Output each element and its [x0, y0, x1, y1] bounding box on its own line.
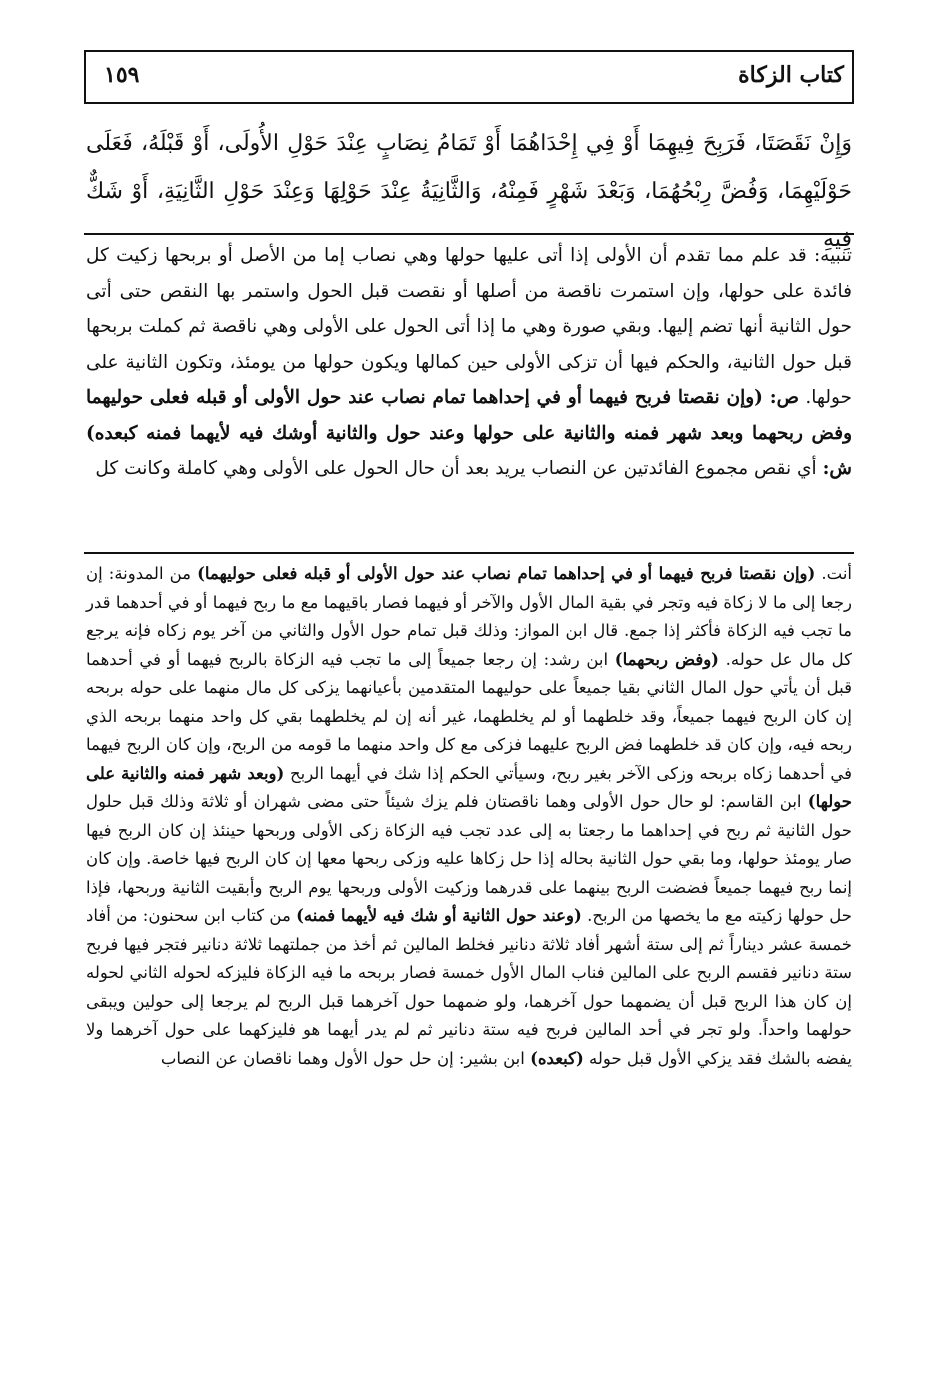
book-page — [84, 50, 854, 1350]
page-number: ١٥٩ — [104, 62, 140, 88]
quoted-matn-bold: (وإن نقصتا فربح فيهما أو في إحداهما تمام نصاب عند حول الأولى أو قبله فعلى حوليهما) — [197, 564, 816, 583]
commentary-text: تنبيه: قد علم مما تقدم أن الأولى إذا أتى عليها حولها وهي نصاب إما من الأصل أو بربحها زكيت كل فائدة على حولها، وإن استمرت ناقصة من أصلها أو نقصت قبل الحول واستمر بها النقص حتى أتى حول الثانية أنها تضم إليها. وبقي صورة وهي ما إذا أتى الحول على الأولى وهي ناقصة ثم كملت بربحها قبل حول الثانية، والحكم فيها أن تزكى الأولى حين كمالها ويكون حولها من يومئذ، وتكون الثانية على حولها. — [86, 245, 852, 408]
divider-top — [84, 233, 854, 235]
quoted-matn-bold: (وعند حول الثانية أو شك فيه لأيهما فمنه) — [296, 906, 582, 925]
main-text: وَإِنْ نَقَصَتَا، فَرَبِحَ فِيهِمَا أَوْ فِي إِحْدَاهُمَا أَوْ تَمَامُ نِصَابٍ عِنْدَ حَوْلِ الأُولَى، أَوْ قَبْلَهُ، فَعَلَى حَوْلَيْهِمَا، وَفُضَّ رِبْحُهُمَا، وَبَعْدَ شَهْرٍ فَمِنْهُ، وَالثَّانِيَةُ عِنْدَ حَوْلِهَا وَعِنْدَ حَوْلِ الثَّانِيَةِ، أَوْ شَكٌّ فِيهِ — [86, 131, 852, 252]
quoted-matn-bold: ص: (وإن نقصتا فربح فيهما أو في إحداهما تمام نصاب عند حول الأولى أو قبله فعلى حوليهما وفض ربحهما وبعد شهر فمنه والثانية على حولها وعند حول والثانية أوشك فيه لأيهما فمنه كبعده) ش: — [86, 387, 852, 479]
commentary-text: ابن رشد: إن رجعا جميعاً إلى ما تجب فيه الزكاة بالربح فيهما أو في أحدهما قبل أن يأتي حول المال الثاني بقيا جميعاً على حوليهما المتقدمين بأعيانهما يزكى كل مال منهما على حوله بربحه إن كان الربح فيهما جميعاً، وقد خلطهما أو لم يخلطهما، غير أنه إن لم يخلطهما بقي كل واحد منهما بربحه الذي ربحه فيه، وإن كان قد خلطهما فض الربح عليهما فزكى مع كل واحد منهما ما قومه من الربح، وإن كان الربح فيهما في أحدهما زكاه بربحه وزكى الآخر بغير ربح، وسيأتي الحكم إذا شك في أيهما الربح — [86, 649, 852, 783]
commentary-section-1 — [86, 238, 852, 487]
divider-bottom — [84, 552, 854, 554]
chapter-title: كتاب الزكاة — [738, 62, 844, 88]
quoted-matn-bold: (كبعده) — [530, 1048, 584, 1068]
page-header — [84, 50, 854, 104]
commentary-text: ابن بشير: إن حل حول الأول وهما ناقصان عن النصاب — [160, 1048, 525, 1068]
commentary-text: أنت. — [821, 564, 853, 583]
commentary-text: ابن القاسم: لو حال حول الأولى وهما ناقصتان فلم يزك شيئاً حتى مضى شهران أو ثلاثة وذلك قبل حلول حول الثانية ثم ربح في إحداهما ما رجعتا به إلى عدد تجب فيه الزكاة زكى الأولى وربحها حينئذ إن كان الربح فيها صار يومئذ حولها، وما بقي حول الثانية بحاله إذا حل زكاها عليه وزكى ربحها معها إن كان الربح فيها خاصة. وإن كان إنما ربح فيهما جميعاً فضضت الربح بينهما على قدرهما وزكيت الأولى وربحها يوم الربح وأبقيت الثانية وربحها، فإذا حل حولها زكيته مع ما يخصها من الربح. — [86, 792, 853, 925]
commentary-text: من كتاب ابن سحنون: من أفاد خمسة عشر ديناراً ثم إلى ستة أشهر أفاد ثلاثة دنانير فخلط المالين ثم أخذ من جملتهما ثلاثة دنانير فتجر فيها فربح ستة دنانير فقسم الربح على المالين فناب المال الأول خمسة فصار بربحه ما فيه الزكاة فليزكه لحوله الثاني لحوله إن كان هذا الربح قبل أن يضمهما حول آخرهما، ولو ضمهما حول آخرهما قبل الربح لم يرجعا إلى حولين ويبقى حولهما واحداً. ولو تجر في أحد المالين فربح فيه ستة دنانير ثم لم يدر أيهما هو فليزكهما على حول آخرهما ولا يفضه بالشك فقد يزكي الأول قبل حوله — [86, 906, 852, 1068]
commentary-text: أي نقص مجموع الفائدتين عن النصاب يريد بعد أن حال الحول على الأولى وهي كاملة وكانت كل — [95, 458, 817, 479]
commentary-section-2 — [86, 560, 852, 1073]
commentary-text: من المدونة: إن رجعا إلى ما لا زكاة فيه وتجر في بقية المال الأول والآخر أو فيهما فصار باقيهما مع ما ربح فيهما أو في أحدهما قدر ما تجب فيه الزكاة فأكثر إذا جمع. قال ابن المواز: وذلك قبل تمام حول الأول والثاني من آخر يوم زكاه فإنه يرجع كل مال عل حوله. — [86, 564, 853, 669]
quoted-matn-bold: (وبعد شهر فمنه والثانية على حولها) — [86, 763, 852, 811]
quoted-matn-bold: (وفض ربحهما) — [614, 649, 719, 669]
